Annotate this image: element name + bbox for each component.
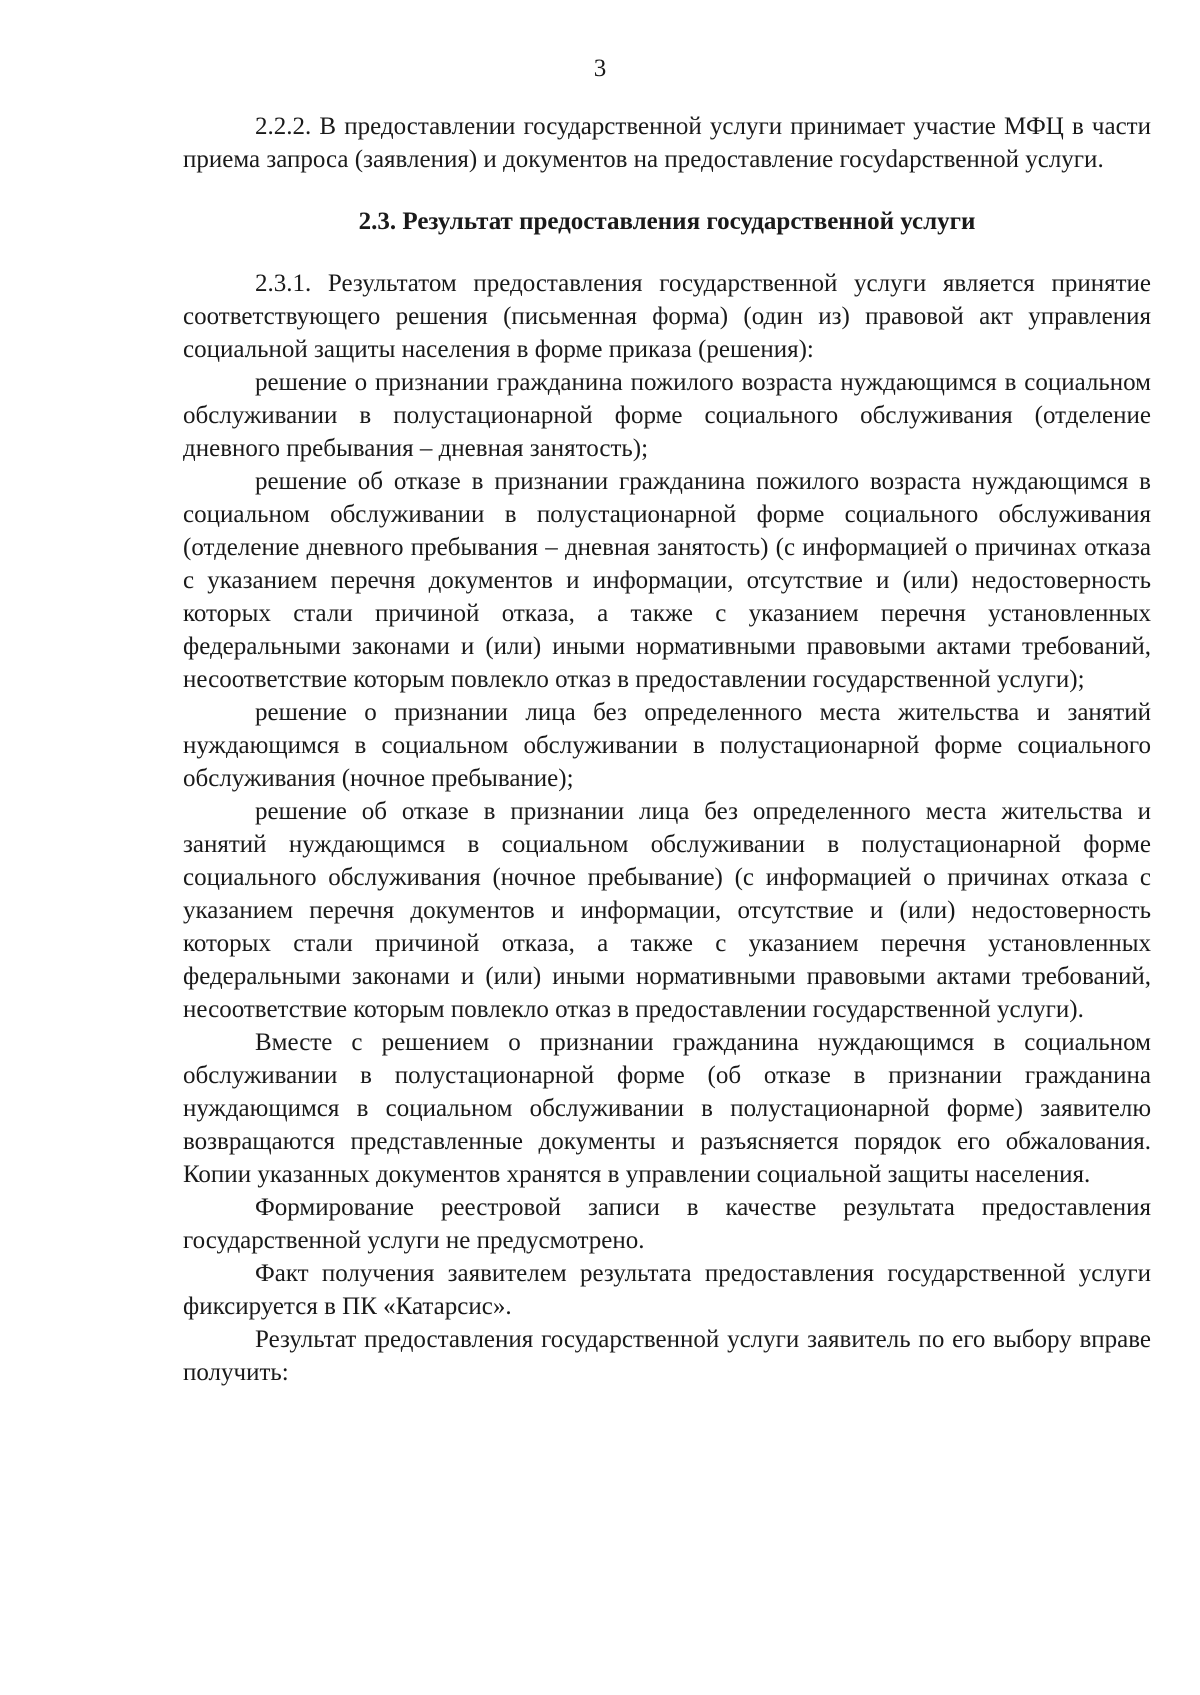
paragraph-katarsis-record: Факт получения заявителем результата предоставления государственной услуги фиксируется в ПК «Катарсис». bbox=[183, 1260, 1151, 1320]
paragraph-decision-homeless-refusal: решение об отказе в признании лица без определенного места жительства и занятий нуждающимся в социальном обслуживании в полустационарной форме социального обслуживания (ночное пребывание) (с информацией о причинах отказа с указанием перечня документов и информации, отсутствие и (или) недостоверность которых стали причиной отказа, а также с указанием перечня установленных федеральными законами и (или) иными нормативными правовыми актами требований, несоответствие которым повлекло отказ в предоставлении государственной услуги). bbox=[183, 798, 1151, 1023]
paragraph-2-2-2: 2.2.2. В предоставлении государственной услуги принимает участие МФЦ в части приема запроса (заявления) и документов на предоставление госуdарственной услуги. bbox=[183, 113, 1151, 173]
paragraph-documents-return: Вместе с решением о признании гражданина нуждающимся в социальном обслуживании в полустационарной форме (об отказе в признании гражданина нуждающимся в социальном обслуживании в полустационарной форме) заявителю возвращаются представленные документы и разъясняется порядок его обжалования. Копии указанных документов хранятся в управлении социальной защиты населения. bbox=[183, 1029, 1151, 1188]
paragraph-decision-elderly-approval: решение о признании гражданина пожилого возраста нуждающимся в социальном обслуживании в полустационарной форме социального обслуживания (отделение дневного пребывания – дневная занятость); bbox=[183, 369, 1151, 462]
paragraph-registry-record: Формирование реестровой записи в качестве результата предоставления государственной услуги не предусмотрено. bbox=[183, 1194, 1151, 1254]
paragraph-decision-elderly-refusal: решение об отказе в признании гражданина пожилого возраста нуждающимся в социальном обслуживании в полустационарной форме социального обслуживания (отделение дневного пребывания – дневная занятость) (с информацией о причинах отказа с указанием перечня документов и информации, отсутствие и (или) недостоверность которых стали причиной отказа, а также с указанием перечня установленных федеральными законами и (или) иными нормативными правовыми актами требований, несоответствие которым повлекло отказ в предоставлении государственной услуги); bbox=[183, 468, 1151, 693]
page-number: 3 bbox=[593, 55, 607, 82]
paragraph-2-3-1: 2.3.1. Результатом предоставления государственной услуги является принятие соответствующего решения (письменная форма) (один из) правовой акт управления социальной защиты населения в форме приказа (решения): bbox=[183, 270, 1151, 363]
section-heading-2-3: 2.3. Результат предоставления государственной услуги bbox=[358, 208, 976, 235]
paragraph-decision-homeless-approval: решение о признании лица без определенного места жительства и занятий нуждающимся в социальном обслуживании в полустационарной форме социального обслуживания (ночное пребывание); bbox=[183, 699, 1151, 792]
paragraph-result-delivery: Результат предоставления государственной услуги заявитель по его выбору вправе получить: bbox=[183, 1326, 1151, 1386]
document-body bbox=[183, 110, 1151, 1389]
